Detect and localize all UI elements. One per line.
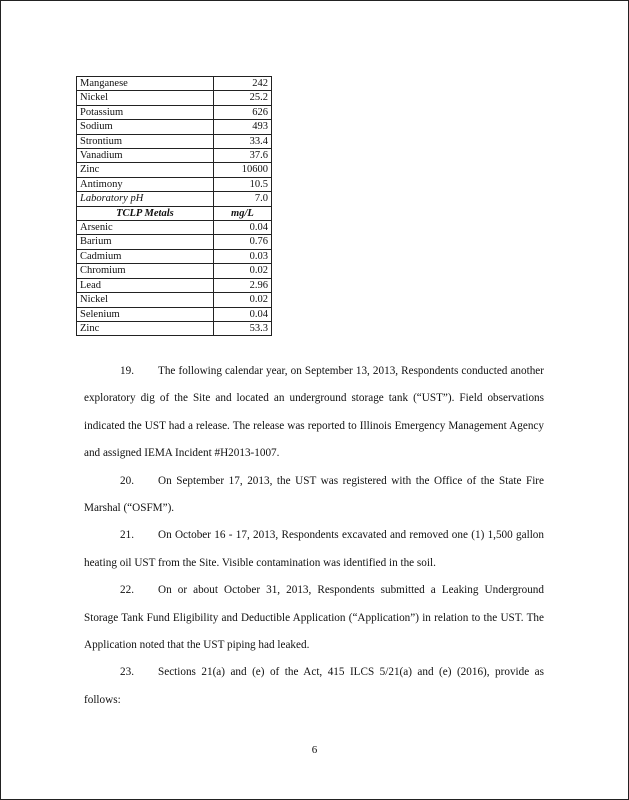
tclp-header-unit: mg/L — [213, 206, 271, 220]
paragraph-number: 22. — [120, 584, 134, 597]
metal-name: Manganese — [77, 77, 214, 91]
tclp-name: Barium — [77, 235, 214, 249]
metal-name: Laboratory pH — [77, 192, 214, 206]
metal-value: 10600 — [213, 163, 271, 177]
tclp-value: 0.03 — [213, 249, 271, 263]
paragraph-number: 20. — [120, 474, 134, 487]
metal-value: 10.5 — [213, 177, 271, 191]
paragraph-text: The following calendar year, on September 13, 2013, Respondents conducted another exploratory dig of the Site and located an underground storage tank (“UST”). Field observations indicated the UST had a release. The release was reported to Illinois Emergency Management Agency and assigned IEMA Incident #H2013-1007. — [84, 365, 544, 460]
table-row — [77, 77, 272, 91]
metal-value: 37.6 — [213, 149, 271, 163]
tclp-value: 0.04 — [213, 307, 271, 321]
table-row — [77, 264, 272, 278]
paragraph-number: 19. — [120, 365, 134, 377]
table-row — [77, 235, 272, 249]
tclp-name: Selenium — [77, 307, 214, 321]
tclp-header-label: TCLP Metals — [77, 206, 214, 220]
tclp-name: Arsenic — [77, 221, 214, 235]
table-row — [77, 91, 272, 105]
table-row — [77, 278, 272, 292]
paragraph-21 — [84, 522, 544, 577]
metal-value: 7.0 — [213, 192, 271, 206]
table-row — [77, 192, 272, 206]
metal-value: 25.2 — [213, 91, 271, 105]
metal-value: 242 — [213, 77, 271, 91]
metal-name: Antimony — [77, 177, 214, 191]
table-row — [77, 134, 272, 148]
paragraph-text: On October 16 - 17, 2013, Respondents excavated and removed one (1) 1,500 gallon heating oil UST from the Site. Visible contamination was identified in the soil. — [84, 529, 544, 569]
tclp-name: Zinc — [77, 321, 214, 335]
metal-name: Vanadium — [77, 149, 214, 163]
paragraph-19 — [84, 358, 544, 468]
tclp-name: Nickel — [77, 293, 214, 307]
table-row — [77, 221, 272, 235]
table-row — [77, 249, 272, 263]
tclp-value: 0.02 — [213, 264, 271, 278]
paragraph-number: 23. — [120, 666, 134, 679]
paragraph-20 — [84, 468, 544, 523]
table-row — [77, 177, 272, 191]
tclp-name: Lead — [77, 278, 214, 292]
paragraph-text: On September 17, 2013, the UST was registered with the Office of the State Fire Marshal (“OSFM”). — [84, 474, 544, 515]
tclp-value: 0.04 — [213, 221, 271, 235]
tclp-value: 0.02 — [213, 293, 271, 307]
table-row — [77, 321, 272, 335]
paragraph-22 — [84, 577, 544, 659]
metals-table — [76, 76, 272, 336]
page-number: 6 — [311, 744, 318, 756]
body-text — [84, 358, 544, 714]
tclp-value: 0.76 — [213, 235, 271, 249]
table-row — [77, 120, 272, 134]
metal-name: Sodium — [77, 120, 214, 134]
tclp-value: 2.96 — [213, 278, 271, 292]
metal-value: 493 — [213, 120, 271, 134]
tclp-value: 53.3 — [213, 321, 271, 335]
metal-name: Strontium — [77, 134, 214, 148]
tclp-name: Chromium — [77, 264, 214, 278]
metal-value: 626 — [213, 105, 271, 119]
table-row — [77, 105, 272, 119]
paragraph-number: 21. — [120, 529, 134, 542]
metal-value: 33.4 — [213, 134, 271, 148]
table-row — [77, 307, 272, 321]
table-row — [77, 163, 272, 177]
table-header-row — [77, 206, 272, 220]
tclp-name: Cadmium — [77, 249, 214, 263]
paragraph-text: On or about October 31, 2013, Respondents submitted a Leaking Underground Storage Tank Fund Eligibility and Deductible Application (“Application”) in relation to the UST. The Application noted that the UST piping had leaked. — [84, 584, 544, 652]
paragraph-text: Sections 21(a) and (e) of the Act, 415 ILCS 5/21(a) and (e) (2016), provide as follows: — [84, 666, 544, 706]
metal-name: Nickel — [77, 91, 214, 105]
paragraph-23 — [84, 659, 544, 714]
table-row — [77, 293, 272, 307]
metal-name: Potassium — [77, 105, 214, 119]
metal-name: Zinc — [77, 163, 214, 177]
table-row — [77, 149, 272, 163]
